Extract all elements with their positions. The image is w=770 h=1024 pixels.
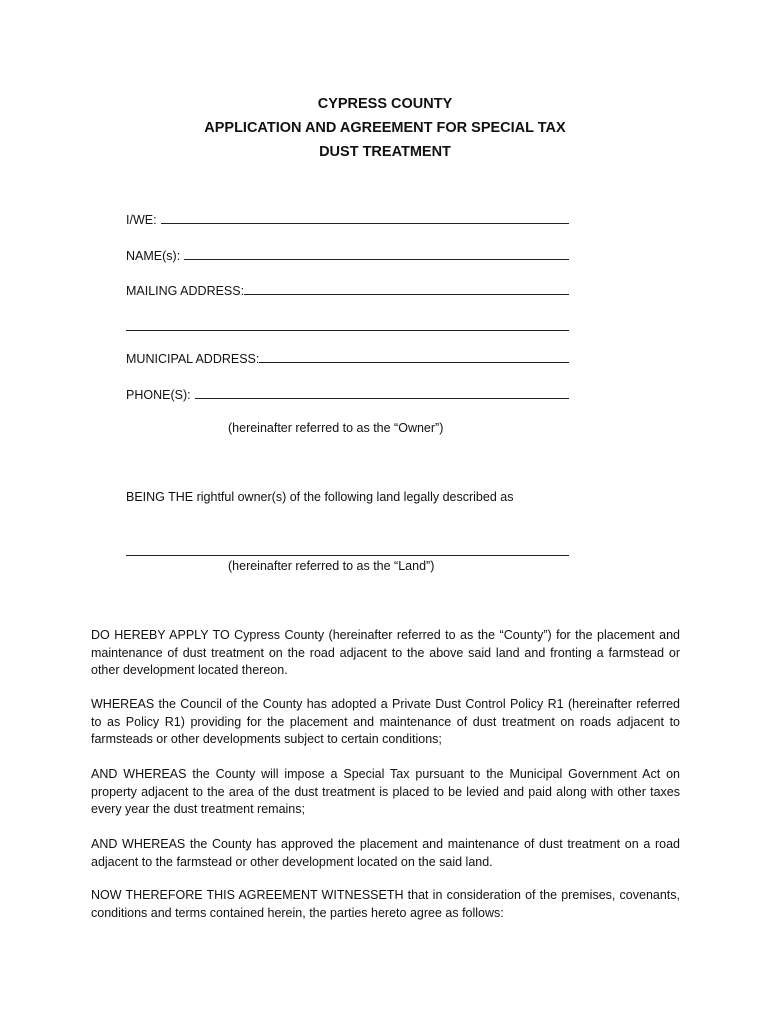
phone-field[interactable] [126,384,569,402]
form-title: APPLICATION AND AGREEMENT FOR SPECIAL TAX [204,120,566,136]
municipal-address-label: MUNICIPAL ADDRESS: [126,352,260,366]
mailing-address-label: MAILING ADDRESS: [126,284,245,298]
iwe-input-line[interactable] [161,223,569,224]
mailing-address-input-line[interactable] [244,294,569,295]
owner-definition: (hereinafter referred to as the “Owner”) [228,421,444,435]
names-field[interactable] [126,245,569,263]
whereas-policy-paragraph: WHEREAS the Council of the County has adopted a Private Dust Control Policy R1 (hereinafter referred to as Policy R1) providing for the placement and maintenance of dust treatment on roads adjacent to farmsteads or other developments subject to certain conditions; [91,697,680,746]
names-input-line[interactable] [184,259,569,260]
iwe-field[interactable] [126,209,569,227]
witnesseth-paragraph: NOW THEREFORE THIS AGREEMENT WITNESSETH that in consideration of the premises, covenants, conditions and terms contained herein, the parties hereto agree as follows: [91,888,680,920]
legal-land-description-line[interactable] [126,555,569,556]
municipal-address-field[interactable] [126,348,569,366]
county-title: CYPRESS COUNTY [317,96,453,112]
being-owner-statement: BEING THE rightful owner(s) of the following land legally described as [126,490,514,504]
municipal-address-input-line[interactable] [259,362,569,363]
iwe-label: I/WE: [126,213,157,227]
form-subtitle: DUST TREATMENT [319,144,451,160]
phone-input-line[interactable] [195,398,569,399]
mailing-address-field[interactable] [126,280,569,298]
mailing-address-line-2[interactable] [126,330,569,331]
land-definition: (hereinafter referred to as the “Land”) [228,559,435,573]
whereas-special-tax-paragraph: AND WHEREAS the County will impose a Special Tax pursuant to the Municipal Government Act on property adjacent to the area of the dust treatment is placed to be levied and paid along with other taxes every year the dust treatment remains; [91,767,680,816]
application-paragraph: DO HEREBY APPLY TO Cypress County (hereinafter referred to as the “County”) for the placement and maintenance of dust treatment on the road adjacent to the above said land and fronting a farmstead or other development located thereon. [91,628,680,677]
whereas-approval-paragraph: AND WHEREAS the County has approved the placement and maintenance of dust treatment on a road adjacent to the farmstead or other development located on the said land. [91,837,680,869]
phone-label: PHONE(S): [126,388,191,402]
names-label: NAME(s): [126,249,181,263]
